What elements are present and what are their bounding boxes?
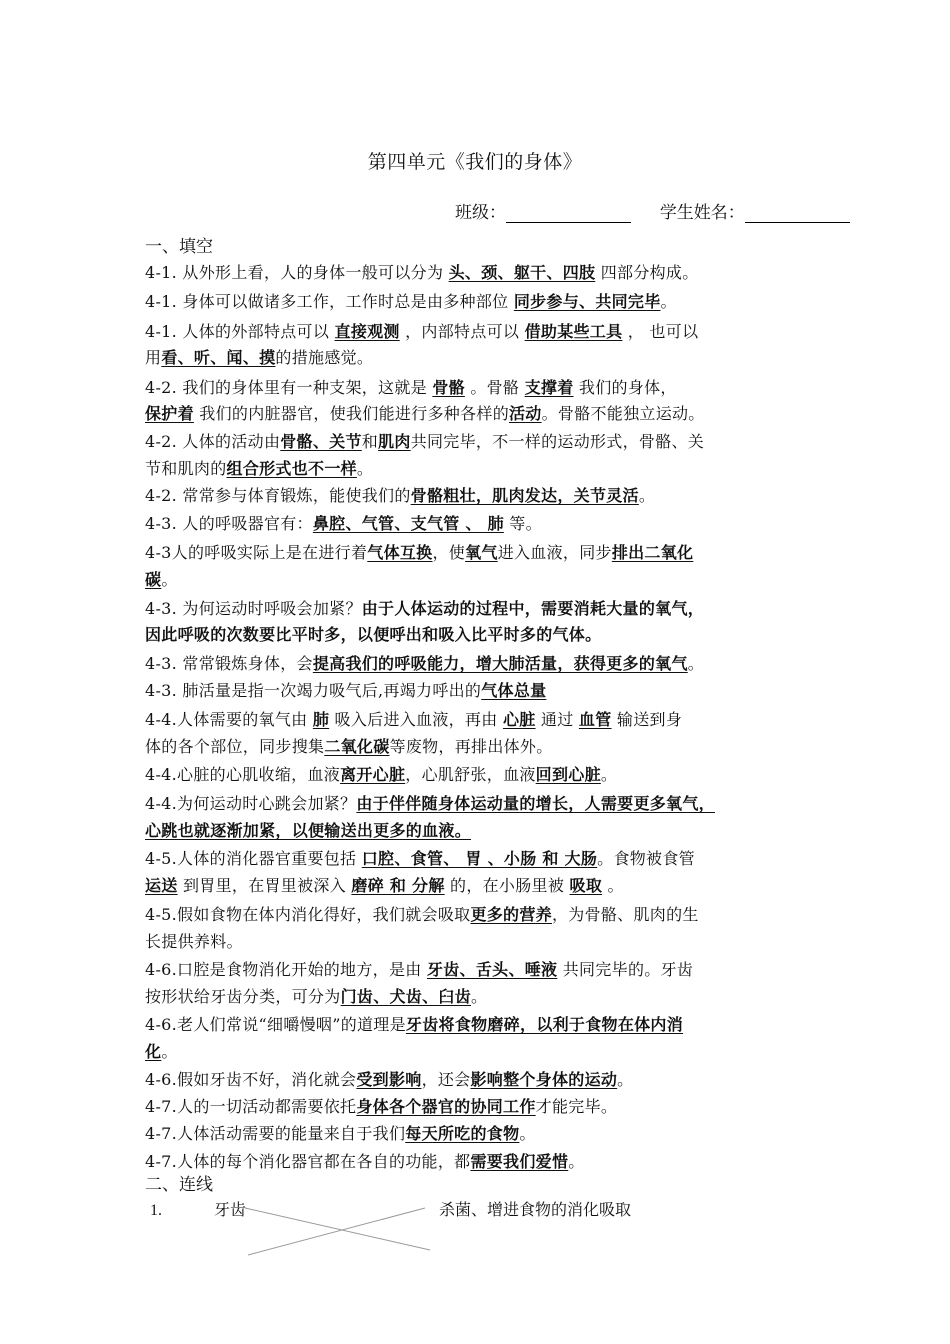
answer-blank: 牙齿、舌头、唾液 [426,960,558,979]
answer-blank: 二氧化碳 [324,737,390,756]
answer-blank: 运送 [145,876,178,895]
answer-blank: 身体各个器官的协同工作 [356,1097,536,1116]
line-text: 。 [471,987,488,1006]
answer-blank: 组合形式也不一样 [226,459,357,478]
line-text: 4-3. 常常锻炼身体，会 [145,654,313,673]
fill-line [145,1149,585,1172]
line-text: 等废物，再排出体外。 [389,737,553,756]
fill-line [145,1094,617,1117]
page-title: 第四单元《我们的身体》 [367,151,583,173]
answer-blank: 保护着 [145,404,194,423]
line-text: 。 [161,1042,178,1061]
fill-line [145,1012,683,1035]
line-text: 体的各个部位，同步搜集 [145,737,325,756]
line-text: 4-7.人体的每个消化器官都在各自的功能，都 [145,1152,471,1171]
answer-blank: 需要我们爱惜 [470,1152,569,1171]
student-name-blank[interactable] [745,204,850,223]
line-text: 4-1. 人体的外部特点可以 [145,322,335,341]
fill-line [145,1067,633,1090]
fill-line [145,401,705,424]
line-text: 4-4.人体需要的氧气由 [145,710,313,729]
line-text: 。 [356,459,374,478]
class-label: 班级： [455,203,506,223]
fill-line [145,929,243,952]
line-text: 4-3. 人的呼吸器官有： [145,514,313,533]
line-text: 。 [638,486,656,505]
answer-blank: 影响整个身体的运动 [470,1070,618,1089]
line-text: 。 [617,1070,634,1089]
fill-line [145,818,471,841]
fill-line [145,984,487,1007]
fill-line [145,734,553,757]
line-text: 。 [660,292,677,311]
fill-line [145,873,624,896]
fill-line [145,622,601,645]
line-text: 。食物被食管 [597,849,695,868]
header-fields [455,198,850,223]
answer-blank: 骨骼粗壮，肌肉发达，关节灵活 [410,486,639,505]
answer-blank: 由于伴伴随身体运动量的增长，人需要更多氧气， [356,794,715,813]
line-text: 我们的内脏器官，使我们能进行多种各样的 [193,404,509,423]
fill-line [145,540,693,563]
line-text: 吸入后进入血液，再由 [329,710,503,729]
answer-blank: 氧气 [465,543,498,562]
line-text: 。 [600,765,618,784]
fill-line [145,375,677,398]
answer-text: 因此呼吸的次数要比平时多，以便呼出和吸入比平时多的气体。 [145,625,602,644]
line-text: 4-2. 常常参与体育锻炼，能使我们的 [145,486,411,505]
connect-left-item[interactable]: 牙齿 [214,1202,247,1219]
line-text: 4-6.老人们常说“细嚼慢咽”的道理是 [145,1015,406,1034]
line-text: 共同完毕的。牙齿 [557,960,694,979]
answer-blank: 支撑着 [524,378,574,397]
line-text: 。 [519,1124,536,1143]
fill-line [145,429,704,452]
fill-line [145,319,698,342]
line-text: 。 [568,1152,585,1171]
student-name-label: 学生姓名： [659,203,745,223]
fill-line [145,567,178,590]
line-text: 进入血液，同步 [497,543,612,562]
line-text: 。骨骼 [464,378,525,397]
answer-blank: 碳 [145,570,162,589]
answer-blank: 牙齿将食物磨碎，以利于食物在体内消 [405,1015,684,1034]
line-text: 。 [161,570,178,589]
line-text: 才能完毕。 [535,1097,618,1116]
answer-blank: 肺 [312,710,330,729]
line-text: ，还会 [421,1070,471,1089]
line-text: 4-2. 人体的活动由 [145,432,281,451]
line-text: 。 [602,876,624,895]
answer-blank: 心脏 [502,710,536,729]
fill-line [145,707,682,730]
line-text: 我们的身体， [573,378,677,397]
line-text: 按形状给牙齿分类，可分为 [145,987,341,1006]
line-text: ，使 [432,543,466,562]
line-text: 的措施感觉。 [275,348,374,367]
answer-blank: 血管 [578,710,612,729]
line-text: 的，在小肠里被 [444,876,570,895]
answer-blank: 排出二氧化 [611,543,694,562]
section-connect-heading: 二、连线 [145,1175,213,1195]
line-text: 4-1. 身体可以做诸多工作，工作时总是由多种部位 [145,292,514,311]
line-text: 共同完毕，不一样的运动形式，骨骼、关 [410,432,705,451]
answer-blank: 化 [145,1042,162,1061]
line-text: 。骨骼不能独立运动。 [541,404,705,423]
fill-line [145,483,655,506]
line-text: 。 [687,654,705,673]
answer-blank: 回到心脏 [535,765,601,784]
answer-blank: 每天所吃的食物 [405,1124,520,1143]
fill-line [145,678,546,701]
answer-blank: 受到影响 [356,1070,422,1089]
line-text: 四部分构成。 [595,263,699,282]
fill-line [145,846,695,869]
fill-line [145,791,715,814]
answer-blank: 同步参与、共同完毕 [513,292,661,311]
answer-blank: 提高我们的呼吸能力，增大肺活量，获得更多的氧气 [312,654,688,673]
answer-blank: 口腔、食管、 胃 、小肠 和 大肠 [361,849,598,868]
fill-line [145,289,677,312]
section-fill-heading: 一、填空 [145,237,213,257]
line-text: 通过 [535,710,579,729]
answer-blank: 气体互换 [367,543,433,562]
line-text: 和 [361,432,379,451]
line-text: 用 [145,348,162,367]
answer-blank: 吸取 [569,876,603,895]
answer-text: 由于人体运动的过程中，需要消耗大量的氧气， [361,599,705,618]
answer-blank: 心跳也就逐渐加紧，以便输送出更多的血液。 [145,821,472,840]
line-text: 4-3人的呼吸实际上是在进行着 [145,543,368,562]
answer-blank: 骨骼、关节 [280,432,362,451]
answer-blank: 活动 [509,404,542,423]
answer-blank: 直接观测 [334,322,400,341]
answer-blank: 离开心脏 [340,765,406,784]
line-text: ，心肌舒张，血液 [405,765,536,784]
fill-line [145,511,542,534]
fill-line [145,651,704,674]
line-text: 输送到身 [611,710,683,729]
answer-blank: 门齿、犬齿、臼齿 [340,987,472,1006]
connect-number: 1. [150,1202,162,1219]
answer-blank: 鼻腔、气管、支气管 、 肺 [312,514,504,533]
line-text: 4-1. 从外形上看，人的身体一般可以分为 [145,263,449,282]
connect-right-item[interactable]: 杀菌、增进食物的消化吸取 [439,1202,632,1219]
line-text: ， 也可以 [622,322,699,341]
answer-blank: 骨骼 [432,378,465,397]
line-text: 4-7.人的一切活动都需要依托 [145,1097,357,1116]
fill-line [145,260,699,283]
fill-line [145,957,693,980]
answer-blank: 更多的营养 [470,905,552,924]
class-blank[interactable] [506,204,631,223]
line-text: ，内部特点可以 [399,322,525,341]
line-text: 到胃里，在胃里被深入 [177,876,352,895]
answer-blank: 看、听、闻、摸 [161,348,276,367]
line-text: 4-5.人体的消化器官重要包括 [145,849,362,868]
fill-line [145,456,373,479]
line-text: 4-6.口腔是食物消化开始的地方，是由 [145,960,427,979]
line-text: 长提供养料。 [145,932,243,951]
fill-line [145,762,617,785]
line-text: 4-5.假如食物在体内消化得好，我们就会吸取 [145,905,471,924]
connect-lines [240,1200,440,1260]
answer-blank: 气体总量 [481,681,547,700]
answer-blank: 头、颈、躯干、四肢 [448,263,596,282]
fill-line [145,1039,178,1062]
line-text: ，为骨骼、肌肉的生 [551,905,699,924]
line-text: 4-3. 为何运动时呼吸会加紧？ [145,599,362,618]
line-text: 4-3. 肺活量是指一次竭力吸气后,再竭力呼出的 [145,681,482,700]
line-text: 4-4.为何运动时心跳会加紧？ [145,794,357,813]
answer-blank: 肌肉 [378,432,411,451]
line-text: 4-4.心脏的心肌收缩，血液 [145,765,341,784]
line-text: 4-6.假如牙齿不好，消化就会 [145,1070,357,1089]
fill-line [145,596,704,619]
fill-line [145,345,373,368]
answer-blank: 磨碎 和 分解 [351,876,445,895]
fill-line [145,1121,536,1144]
fill-line [145,902,699,925]
line-text: 4-7.人体活动需要的能量来自于我们 [145,1124,406,1143]
line-text: 4-2. 我们的身体里有一种支架，这就是 [145,378,433,397]
line-text: 节和肌肉的 [145,459,227,478]
line-text: 等。 [503,514,542,533]
answer-blank: 借助某些工具 [524,322,623,341]
